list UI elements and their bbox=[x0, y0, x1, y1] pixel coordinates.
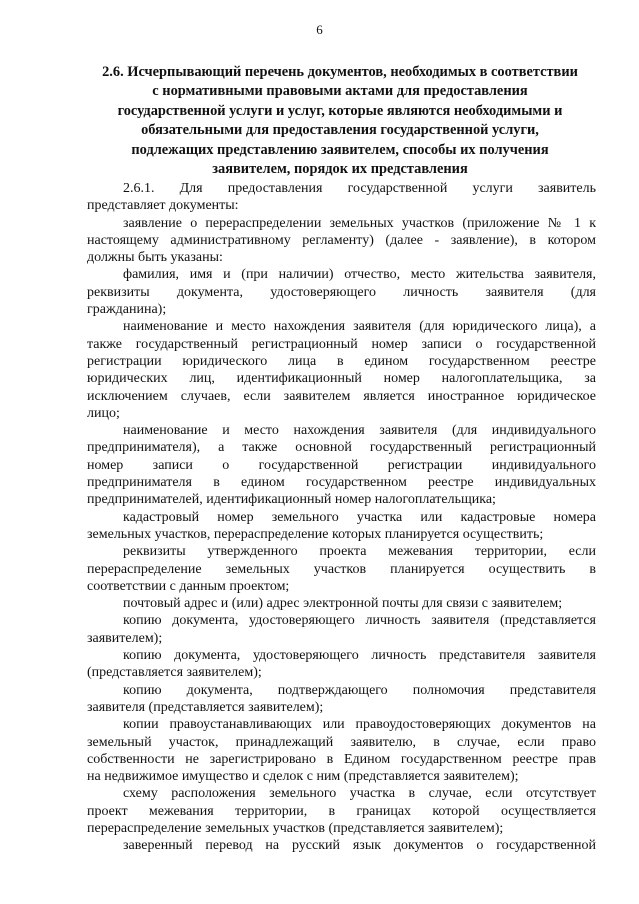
body-text-line: номер записи о государственной регистрации индивидуального bbox=[87, 457, 596, 473]
body-text-line: лицо; bbox=[87, 405, 120, 421]
body-text-line: перераспределение земельных участков (представляется заявителем); bbox=[87, 820, 504, 836]
body-text-line: гражданина); bbox=[87, 302, 167, 318]
body-text-line: предпринимателей, идентификационный номер налогоплательщика; bbox=[87, 492, 496, 508]
body-text-line: кадастровый номер земельного участка или кадастровые номера bbox=[123, 509, 596, 525]
body-text-line: схему расположения земельного участка в случае, если отсутствует bbox=[123, 786, 596, 802]
body-text-line: земельный участок, принадлежащий заявителю, в случае, если право bbox=[87, 734, 596, 750]
body-text-line: заверенный перевод на русский язык документов о государственной bbox=[123, 838, 596, 854]
body-text-line: копии правоустанавливающих или правоудостоверяющих документов на bbox=[123, 717, 596, 733]
heading-line: 2.6. Исчерпывающий перечень документов, необходимых в соответствии bbox=[102, 64, 578, 80]
document-body bbox=[87, 180, 596, 855]
body-text-line: копию документа, удостоверяющего личность заявителя (представляется bbox=[123, 613, 596, 629]
body-text-line: заявителем); bbox=[87, 630, 163, 646]
body-text-line: должны быть указаны: bbox=[87, 250, 223, 266]
body-text-line: предпринимателя), а также основной государственный регистрационный bbox=[87, 440, 596, 456]
body-text-line: соответствии с данным проектом; bbox=[87, 578, 290, 594]
heading-line: заявителем, порядок их представления bbox=[212, 161, 468, 178]
body-text-line: представляет документы: bbox=[87, 198, 239, 214]
body-text-line: регистрации юридического лица в едином государственном реестре bbox=[87, 353, 596, 369]
body-text-line: юридических лиц, идентификационный номер налогоплательщика, за bbox=[87, 371, 596, 387]
body-text-line: также государственный регистрационный номер записи о государственной bbox=[87, 336, 596, 352]
page-number: 6 bbox=[316, 22, 323, 37]
body-text-line: наименование и место нахождения заявителя (для индивидуального bbox=[123, 423, 596, 439]
section-heading bbox=[85, 63, 595, 179]
body-text-line: земельных участков, перераспределение которых планируется осуществить; bbox=[87, 526, 544, 542]
body-text-line: копию документа, удостоверяющего личность представителя заявителя bbox=[123, 648, 596, 664]
body-text-line: (представляется заявителем); bbox=[87, 665, 262, 681]
body-text-line: почтовый адрес и (или) адрес электронной почты для связи с заявителем; bbox=[123, 596, 563, 612]
heading-line: подлежащих представлению заявителем, способы их получения bbox=[131, 141, 549, 158]
heading-line: обязательными для предоставления государственной услуги, bbox=[141, 122, 539, 139]
body-text-line: 2.6.1. Для предоставления государственной услуги заявитель bbox=[123, 181, 596, 196]
body-text-line: проект межевания территории, в границах которой осуществляется bbox=[87, 803, 596, 819]
body-text-line: наименование и место нахождения заявителя (для юридического лица), а bbox=[123, 319, 596, 335]
body-text-line: на недвижимое имущество и сделок с ним (представляется заявителем); bbox=[87, 769, 519, 785]
body-text-line: исключением случаев, если заявителем является иностранное юридическое bbox=[87, 388, 596, 404]
body-text-line: реквизиты документа, удостоверяющего личность заявителя (для bbox=[87, 284, 596, 300]
body-text-line: заявление о перераспределении земельных участков (приложение № 1 к bbox=[123, 215, 596, 231]
body-text-line: предпринимателя в едином государственном реестре индивидуальных bbox=[87, 475, 596, 491]
body-text-line: фамилия, имя и (при наличии) отчество, место жительства заявителя, bbox=[123, 267, 596, 283]
heading-line: с нормативными правовыми актами для предоставления bbox=[152, 83, 528, 100]
body-text-line: копию документа, подтверждающего полномочия представителя bbox=[123, 682, 596, 698]
body-text-line: перераспределение земельных участков планируется осуществить в bbox=[87, 561, 596, 577]
heading-line: государственной услуги и услуг, которые являются необходимыми и bbox=[117, 102, 563, 119]
body-text-line: настоящему административному регламенту) (далее - заявление), в котором bbox=[87, 232, 596, 248]
body-text-line: заявителя (представляется заявителем); bbox=[87, 699, 324, 715]
body-text-line: реквизиты утвержденного проекта межевания территории, если bbox=[123, 544, 596, 560]
body-text-line: собственности не зарегистрировано в Едином государственном реестре прав bbox=[87, 751, 596, 767]
